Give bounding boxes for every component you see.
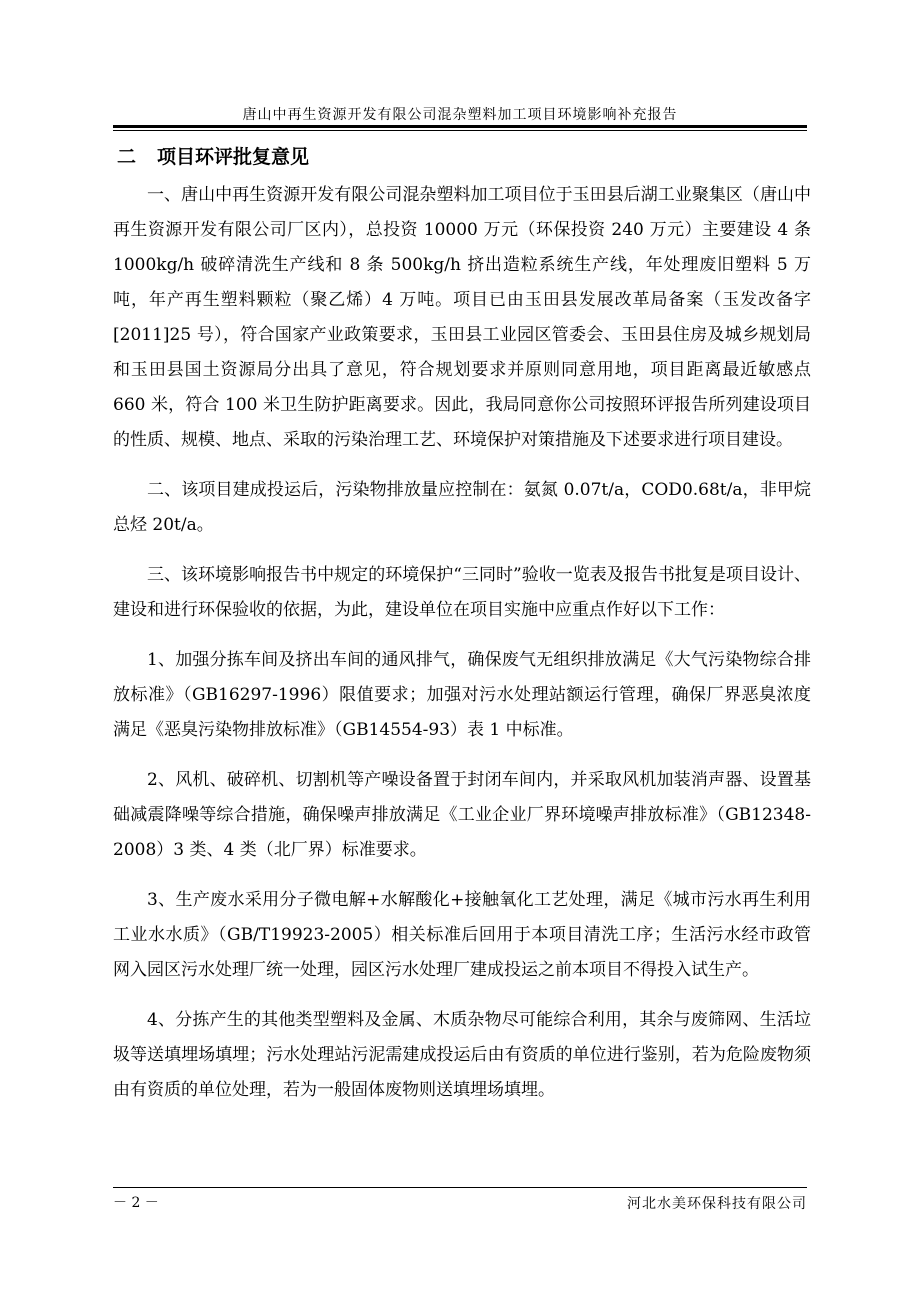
paragraph-6: 3、生产废水采用分子微电解+水解酸化+接触氧化工艺处理，满足《城市污水再生利用 工业水水质》（GB/T19923-2005）相关标准后回用于本项目清洗工序；生活污水经市政管网入园区污水处理厂统一处理，园区污水处理厂建成投运之前本项目不得投入试生产。	[113, 890, 811, 980]
section-heading	[117, 142, 309, 169]
section-title: 项目环评批复意见	[157, 146, 310, 168]
footer-rule	[113, 1187, 807, 1188]
paragraph-4: 1、加强分拣车间及挤出车间的通风排气，确保废气无组织排放满足《大气污染物综合排放标准》（GB16297-1996）限值要求；加强对污水处理站额运行管理，确保厂界恶臭浓度满足《恶臭污染物排放标准》（GB14554-93）表 1 中标准。	[113, 650, 811, 740]
document-body	[113, 178, 811, 1123]
footer-company: 河北水美环保科技有限公司	[627, 1196, 807, 1212]
paragraph-5: 2、风机、破碎机、切割机等产噪设备置于封闭车间内，并采取风机加装消声器、设置基础减震降噪等综合措施，确保噪声排放满足《工业企业厂界环境噪声排放标准》（GB12348-2008）3 类、4 类（北厂界）标准要求。	[113, 770, 811, 860]
paragraph-3: 三、该环境影响报告书中规定的环境保护“三同时”验收一览表及报告书批复是项目设计、建设和进行环保验收的依据，为此，建设单位在项目实施中应重点作好以下工作：	[113, 565, 811, 620]
paragraph-2: 二、该项目建成投运后，污染物排放量应控制在：氨氮 0.07t/a，COD0.68t/a，非甲烷总烃 20t/a。	[113, 480, 811, 535]
paragraph-7: 4、分拣产生的其他类型塑料及金属、木质杂物尽可能综合利用，其余与废筛网、生活垃圾等送填埋场填埋；污水处理站污泥需建成投运后由有资质的单位进行鉴别，若为危险废物须由有资质的单位处理，若为一般固体废物则送填埋场填埋。	[113, 1010, 811, 1100]
paragraph-1: 一、唐山中再生资源开发有限公司混杂塑料加工项目位于玉田县后湖工业聚集区（唐山中再生资源开发有限公司厂区内），总投资 10000 万元（环保投资 240 万元）主要建设 4 条 1000kg/h 破碎清洗生产线和 8 条 500kg/h 挤出造粒系统生产线，年处理废旧塑料 5 万吨，年产再生塑料颗粒（聚乙烯）4 万吨。项目已由玉田县发展改革局备案（玉发改备字[2011]25 号），符合国家产业政策要求，玉田县工业园区管委会、玉田县住房及城乡规划局和玉田县国土资源局分出具了意见，符合规划要求并原则同意用地，项目距离最近敏感点 660 米，符合 100 米卫生防护距离要求。因此，我局同意你公司按照环评报告所列建设项目的性质、规模、地点、采取的污染治理工艺、环境保护对策措施及下述要求进行项目建设。	[113, 185, 811, 450]
header-rule-thin	[113, 130, 807, 131]
running-header: 唐山中再生资源开发有限公司混杂塑料加工项目环境影响补充报告	[242, 107, 678, 123]
header-rule-thick	[113, 125, 807, 128]
page-number: － 2 －	[113, 1195, 159, 1211]
section-number: 二	[117, 146, 137, 168]
